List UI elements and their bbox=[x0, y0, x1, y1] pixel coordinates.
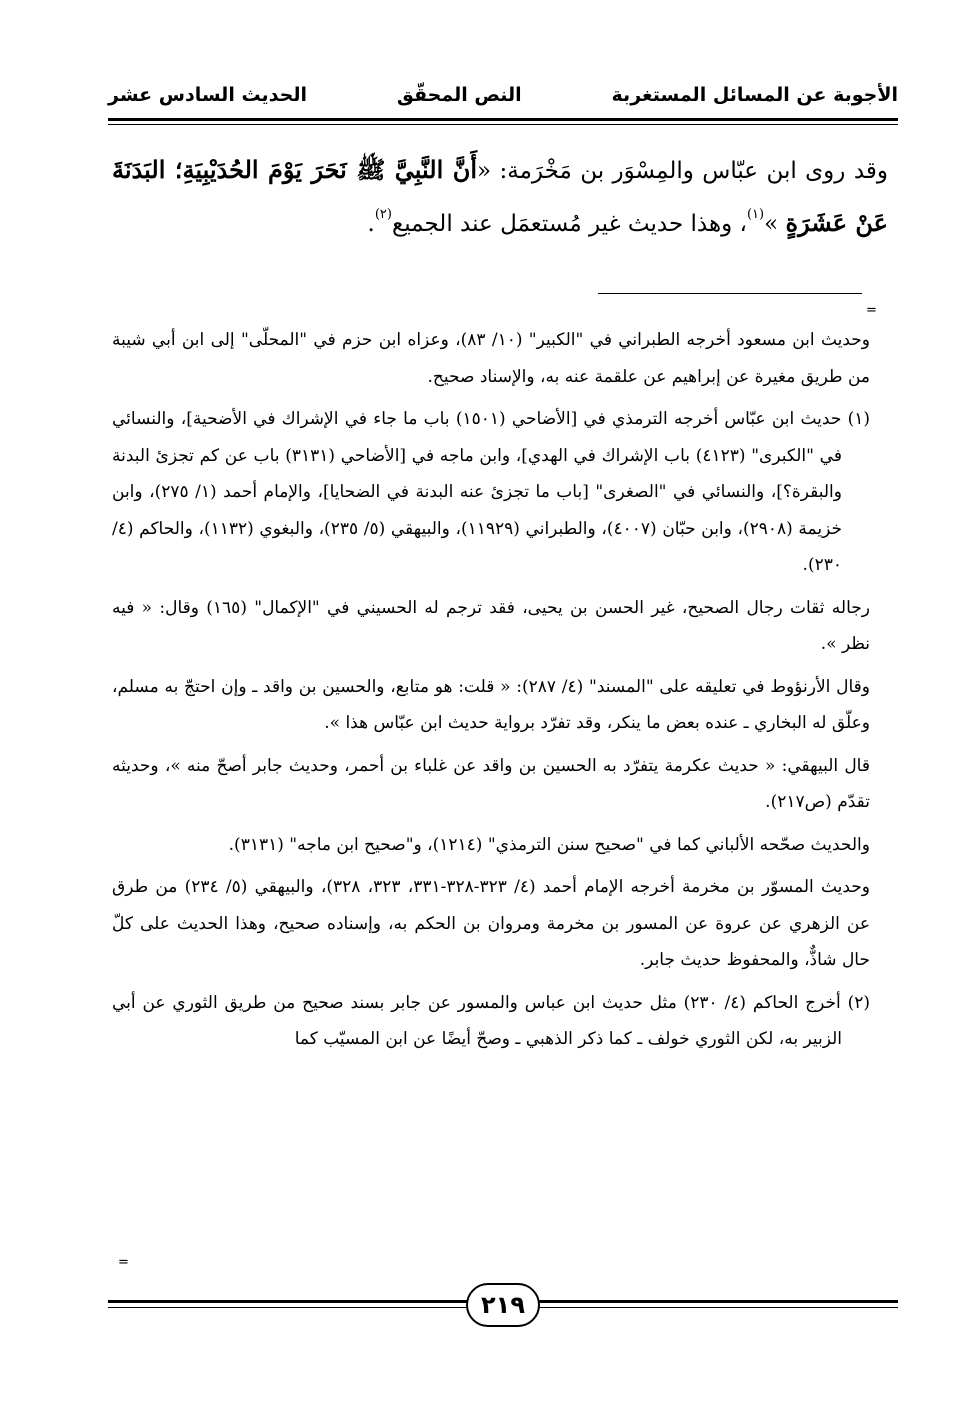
footer-rule-right-thin bbox=[538, 1307, 898, 1308]
footnote-paragraph: وحديث المسوّر بن مخرمة أخرجه الإمام أحمد (٤/ ٣٢٣-٣٢٨-٣٣١، ٣٢٣، ٣٢٨)، والبيهقي (٥/ ٢٣٤) من طرق عن الزهري عن عروة عن المسور بن مخرمة ومروان بن الحكم به، وإسناده صحيح، وهذا الحديث على كلّ حال شاذٌّ، والمحفوظ حديث جابر. bbox=[112, 877, 871, 970]
footnote-paragraph: رجاله ثقات رجال الصحيح، غير الحسن بن يحيى، فقد ترجم له الحسيني في "الإكمال" (١٦٥) وقال: « فيه نظر ». bbox=[112, 597, 870, 654]
hadith-quote: أَنَّ النَّبِيَّ ﷺ نَحَرَ يَوْمَ الحُدَيْبِيَةِ؛ البَدَنَةَ عَنْ عَشَرَةٍ bbox=[112, 155, 888, 237]
footnote-paragraph: وقال الأرنؤوط في تعليقه على "المسند" (٤/ ٢٨٧): « قلت: هو متابع، والحسين بن واقد ـ وإن احتجّ به مسلم، وعلّق له البخاري ـ عنده بعض ما ينكر، وقد تفرّد برواية حديث ابن عبّاس هذا ». bbox=[112, 676, 870, 733]
footer-rule-left bbox=[108, 1300, 468, 1303]
page-footer bbox=[108, 1281, 898, 1331]
header-rule bbox=[108, 118, 898, 121]
footer-rule-left-thin bbox=[108, 1307, 468, 1308]
footnote-separator bbox=[598, 293, 862, 294]
footnote-1: (١) حديث ابن عبّاس أخرجه الترمذي في [الأضاحي (١٥٠١) باب ما جاء في الإشراك في الأضحية]، والنسائي في "الكبرى" (٤١٢٣) باب الإشراك في الهدي]، وابن ماجه في [الأضاحي (٣١٣١) باب عن كم تجزئ البدنة والبقرة؟]، والنسائي في "الصغرى" [باب ما تجزئ عنه البدنة في الضحايا]، والإمام أحمد (١/ ٢٧٥)، وابن خزيمة (٢٩٠٨)، وابن حبّان (٤٠٠٧)، والطبراني (١١٩٢٩)، والبيهقي (٥/ ٢٣٥)، والبغوي (١١٣٢)، والحاكم (٤/ ٢٣٠). bbox=[112, 409, 870, 575]
footnotes bbox=[112, 322, 870, 1064]
book-title: الأجوبة عن المسائل المستغربة bbox=[611, 84, 898, 106]
main-text bbox=[112, 144, 888, 250]
continuation-mark-bottom: = bbox=[118, 1255, 129, 1270]
running-header bbox=[108, 78, 898, 112]
footnote-2: (٢) أخرج الحاكم (٤/ ٢٣٠) مثل حديث ابن عباس والمسور عن جابر بسند صحيح من طريق الثوري عن أبي الزبير به، لكن الثوري خولف ـ كما ذكر الذهبي ـ وصحّ أيضًا عن ابن المسيّب كما bbox=[112, 992, 871, 1049]
footnote-paragraph: قال البيهقي: « حديث عكرمة يتفرّد به الحسين بن واقد عن غلباء بن أحمر، وحديث جابر أصحّ منه »، وحديثه تقدّم (ص٢١٧). bbox=[112, 755, 870, 812]
section-title: النص المحقّق bbox=[396, 84, 522, 106]
quote-close: » bbox=[764, 211, 786, 237]
footnote-paragraph: والحديث صحّحه الألباني كما في "صحيح سنن الترمذي" (١٢١٤)، و"صحيح ابن ماجه" (٣١٣١). bbox=[228, 834, 870, 855]
footer-rule-right bbox=[538, 1300, 898, 1303]
header-rule-thin bbox=[108, 124, 898, 125]
page-number: ٢١٩ bbox=[466, 1283, 540, 1327]
chapter-title: الحديث السادس عشر bbox=[108, 84, 308, 106]
footnote-continued: وحديث ابن مسعود أخرجه الطبراني في "الكبير" (١٠/ ٨٣)، وعزاه ابن حزم في "المحلّى" إلى ابن أبي شيبة من طريق مغيرة عن إبراهيم عن علقمة عنه به، والإسناد صحيح. bbox=[112, 330, 871, 387]
intro-text: وقد روى ابن عبّاس والمِسْوَر بن مَخْرَمة: « bbox=[477, 158, 888, 184]
footnote-ref-2: (٢) bbox=[374, 207, 392, 223]
footnote-ref-1: (١) bbox=[746, 207, 765, 223]
main-end: . bbox=[367, 211, 375, 237]
continuation-mark-top: = bbox=[866, 303, 877, 318]
main-tail: ، وهذا حديث غير مُستعمَل عند الجميع bbox=[391, 211, 747, 237]
